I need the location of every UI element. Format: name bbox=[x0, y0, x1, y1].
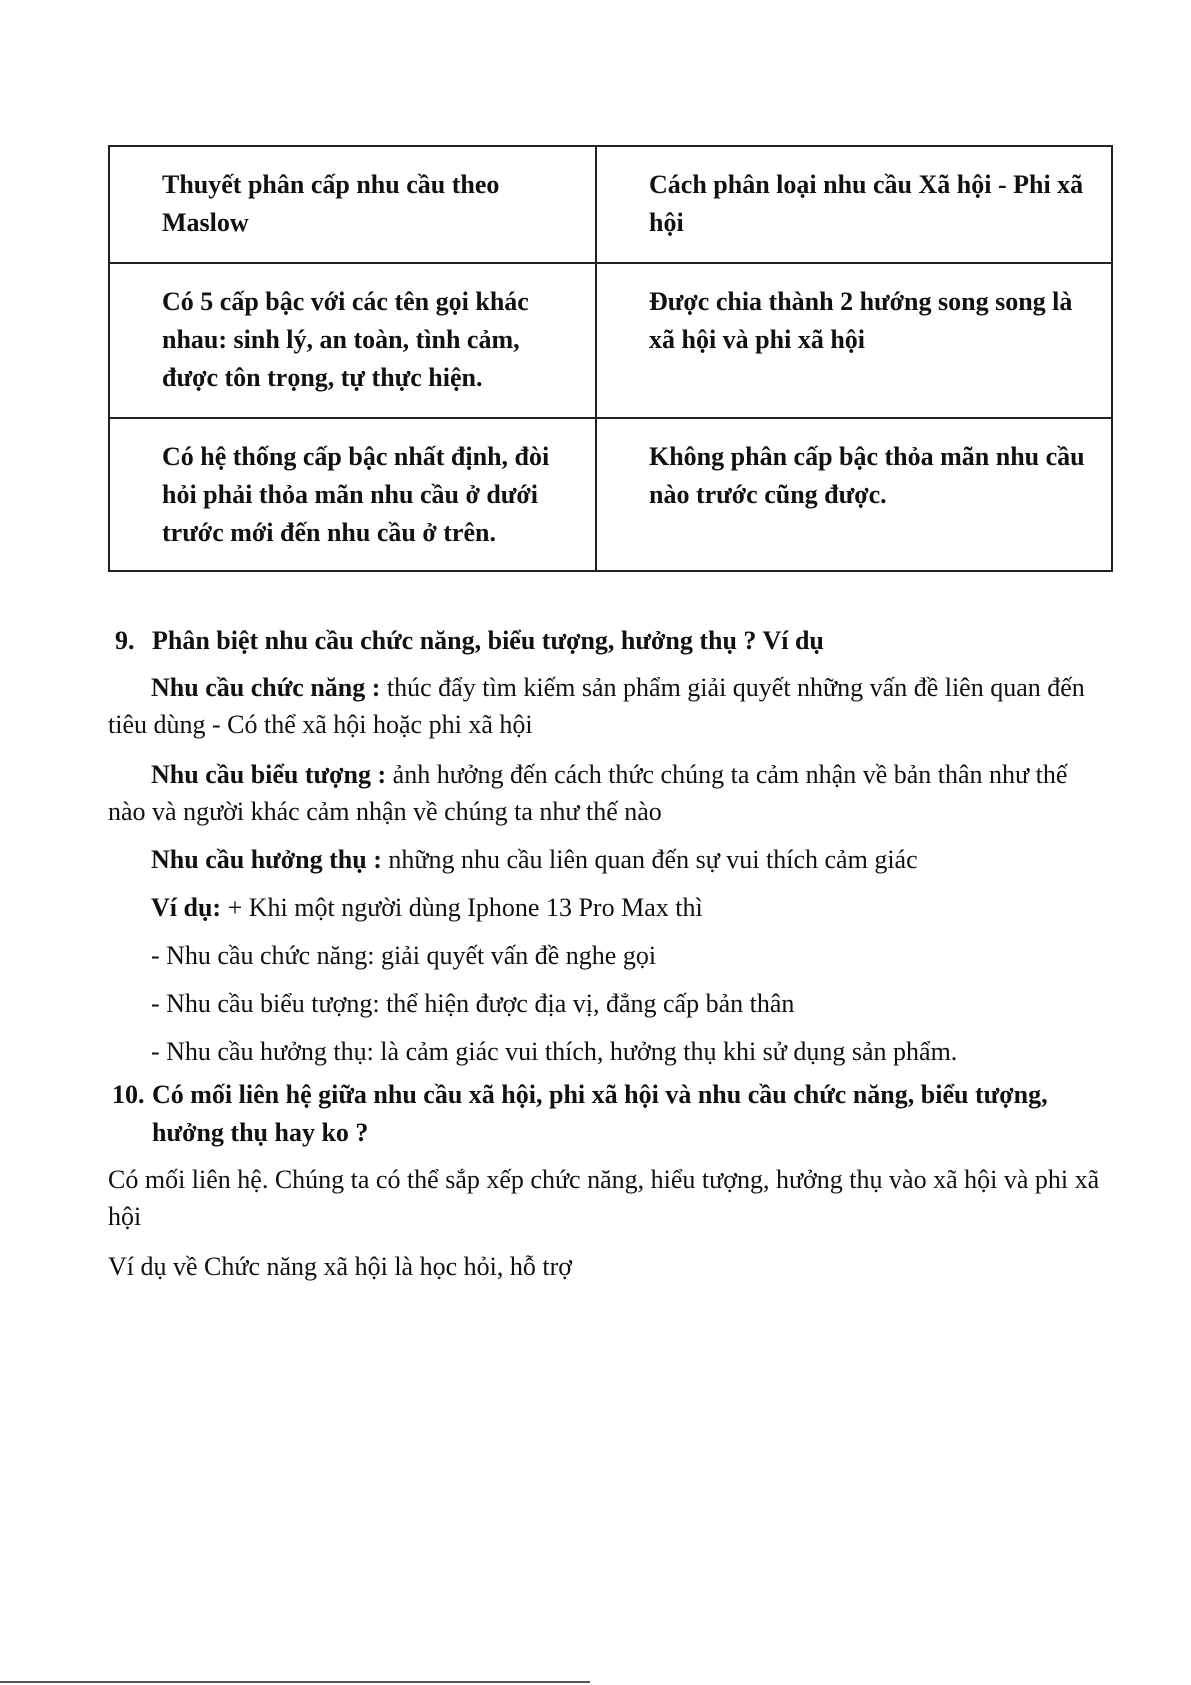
section-10-heading bbox=[112, 1076, 1111, 1152]
list-item: - Nhu cầu chức năng: giải quyết vấn đề nghe gọi bbox=[151, 941, 657, 970]
section-number: 10. bbox=[112, 1080, 145, 1109]
table-row bbox=[109, 263, 1112, 418]
main-content bbox=[108, 622, 1111, 1285]
paragraph-functional-need bbox=[108, 669, 1111, 743]
footer-divider bbox=[0, 1681, 590, 1683]
section-number: 9. bbox=[115, 626, 135, 655]
term-definition: những nhu cầu liên quan đến sự vui thích cảm giác bbox=[381, 845, 918, 874]
section-10-example: Ví dụ về Chức năng xã hội là học hỏi, hỗ trợ bbox=[108, 1252, 572, 1281]
section-title: Phân biệt nhu cầu chức năng, biểu tượng, hưởng thụ ? Ví dụ bbox=[152, 626, 824, 655]
term-definition: thúc đẩy tìm kiếm sản phẩm giải quyết những vấn đề liên quan đến tiêu dùng - Có thể xã hội hoặc phi xã hội bbox=[108, 673, 1085, 739]
table-header-cell-maslow: Thuyết phân cấp nhu cầu theo Maslow bbox=[109, 146, 596, 263]
paragraph-symbolic-need bbox=[108, 756, 1111, 830]
table-header-cell-social: Cách phân loại nhu cầu Xã hội - Phi xã hội bbox=[596, 146, 1112, 263]
table-header-row bbox=[109, 146, 1112, 263]
term-label: Nhu cầu chức năng : bbox=[151, 673, 381, 702]
section-9-heading bbox=[115, 622, 1111, 660]
table-cell: Được chia thành 2 hướng song song là xã hội và phi xã hội bbox=[596, 263, 1112, 418]
section-10-answer: Có mối liên hệ. Chúng ta có thể sắp xếp chức năng, hiểu tượng, hưởng thụ vào xã hội và phi xã hội bbox=[108, 1165, 1100, 1231]
example-text: + Khi một người dùng Iphone 13 Pro Max thì bbox=[221, 893, 703, 922]
paragraph-example bbox=[108, 889, 1111, 926]
section-title: Có mối liên hệ giữa nhu cầu xã hội, phi xã hội và nhu cầu chức năng, biểu tượng, hưởng thụ hay ko ? bbox=[152, 1080, 1048, 1147]
list-item: - Nhu cầu biểu tượng: thể hiện được địa vị, đẳng cấp bản thân bbox=[151, 989, 795, 1018]
example-label: Ví dụ: bbox=[151, 893, 222, 922]
table-cell: Có 5 cấp bậc với các tên gọi khác nhau: sinh lý, an toàn, tình cảm, được tôn trọng, tự thực hiện. bbox=[109, 263, 596, 418]
table-cell: Có hệ thống cấp bậc nhất định, đòi hỏi phải thỏa mãn nhu cầu ở dưới trước mới đến nhu cầu ở trên. bbox=[109, 418, 596, 571]
table-row bbox=[109, 418, 1112, 571]
table-cell: Không phân cấp bậc thỏa mãn nhu cầu nào trước cũng được. bbox=[596, 418, 1112, 571]
term-definition: ảnh hưởng đến cách thức chúng ta cảm nhận về bản thân như thế nào và người khác cảm nhận về chúng ta như thế nào bbox=[108, 760, 1068, 826]
paragraph-hedonic-need bbox=[108, 841, 1111, 878]
list-item: - Nhu cầu hưởng thụ: là cảm giác vui thích, hưởng thụ khi sử dụng sản phẩm. bbox=[151, 1037, 958, 1066]
term-label: Nhu cầu hưởng thụ : bbox=[151, 845, 382, 874]
comparison-table bbox=[108, 145, 1113, 572]
term-label: Nhu cầu biểu tượng : bbox=[151, 760, 387, 789]
